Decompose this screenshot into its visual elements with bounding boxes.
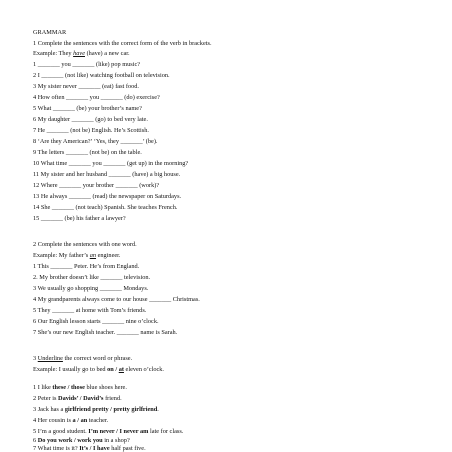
section1-item: 10 What time _______ you _______ (get up) in the morning? [33,160,189,167]
section1-item: 6 My daughter _______ (go) to bed very late. [33,116,148,123]
section3-example: Example: I usually go to bed on / at eleven o’clock. [33,366,165,373]
section2-instruction: 2 Complete the sentences with one word. [33,241,137,248]
section1-item: 8 ‘Are they American?’ ‘Yes, they _______’ (be). [33,138,158,145]
section1-item: 5 What _______ (be) your brother’s name? [33,105,142,112]
section3-item: 6 Do you work / work you in a shop? [33,437,130,444]
section1-item: 9 The letters _______ (not be) on the table. [33,149,142,156]
section1-item: 11 My sister and her husband _______ (have) a big house. [33,171,181,178]
section1-item: 12 Where _______ your brother _______ (work)? [33,182,160,189]
section3-instruction: 3 Underline the correct word or phrase. [33,355,133,362]
section2-item: 4 My grandparents always come to our house _______ Christmas. [33,296,200,303]
section2-example: Example: My father’s an engineer. [33,252,121,259]
section2-item: 1 This _______ Peter. He’s from England. [33,263,140,270]
section1-item: 3 My sister never _______ (eat) fast food. [33,83,139,90]
section3-item: 5 I’m a good student. I’m never / I never am late for class. [33,428,184,435]
worksheet-heading: GRAMMAR [33,29,67,36]
section1-example: Example: They have (have) a new car. [33,50,130,57]
section2-item: 5 They _______ at home with Tom’s friends. [33,307,147,314]
section3-item: 4 Her cousin is a / an teacher. [33,417,109,424]
section3-example-answer: at [118,366,124,373]
section3-item: 1 I like these / those blue shoes here. [33,384,127,391]
section3-item: 2 Peter is Davids’ / David’s friend. [33,395,122,402]
section1-instruction: 1 Complete the sentences with the correct form of the verb in brackets. [33,40,212,47]
section1-example-answer: have [73,50,85,57]
section1-item: 15 _______ (be) his father a lawyer? [33,215,126,222]
section1-item: 4 How often _______ you _______ (do) exercise? [33,94,160,101]
section2-item: 2. My brother doesn’t like _______ television. [33,274,151,281]
section2-item: 3 We usually go shopping _______ Mondays. [33,285,149,292]
section3-item: 7 What time is it? It’s / I have half past five. [33,445,146,452]
section3-item: 3 Jack has a girlfriend pretty / pretty girlfriend. [33,406,159,413]
section2-example-answer: an [89,252,97,259]
section1-item: 2 I _______ (not like) watching football on television. [33,72,170,79]
section2-item: 6 Our English lesson starts _______ nine o’clock. [33,318,159,325]
section1-item: 13 He always _______ (read) the newspaper on Saturdays. [33,193,182,200]
section1-item: 7 He _______ (not be) English. He’s Scottish. [33,127,149,134]
section1-item: 14 She _______ (not teach) Spanish. She teaches French. [33,204,178,211]
section2-item: 7 She’s our new English teacher. _______ name is Sarah. [33,329,178,336]
section1-item: 1 _______ you _______ (like) pop music? [33,61,141,68]
